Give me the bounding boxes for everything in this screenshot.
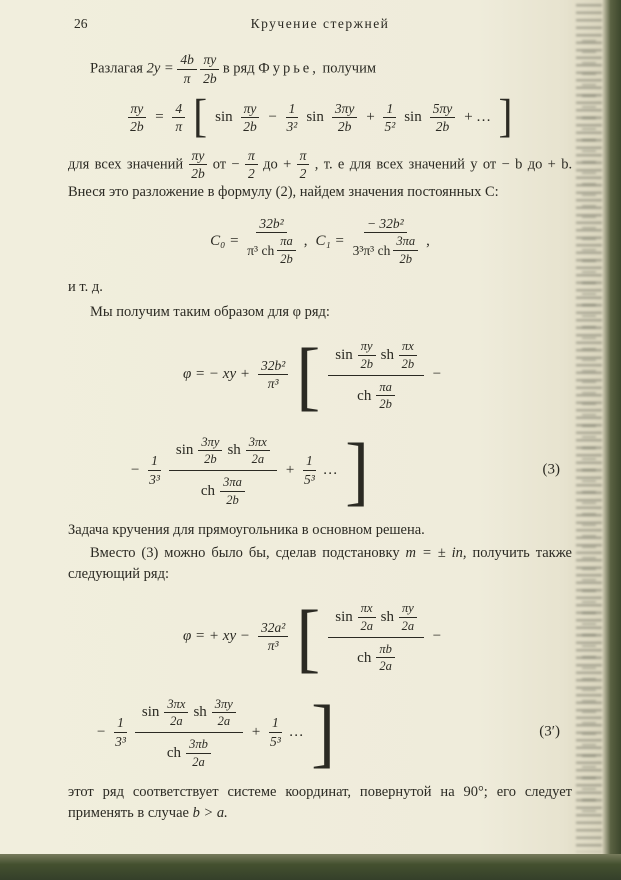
minus-sign: −	[130, 461, 141, 478]
fraction	[245, 148, 258, 182]
fraction-denominator: 2a	[360, 618, 373, 633]
math-term: m = ± in,	[405, 545, 467, 562]
fraction-large	[169, 434, 277, 508]
fraction-numerator: 3πy	[212, 697, 236, 713]
plus-sign: +	[284, 461, 295, 478]
math-function-ch: ch	[357, 649, 372, 666]
running-title: Кручение стержней	[250, 16, 390, 31]
fraction-denominator	[167, 733, 211, 769]
fraction-denominator: 2b	[337, 119, 352, 135]
fraction-numerator: π	[245, 148, 258, 166]
fraction	[212, 697, 236, 729]
fraction	[164, 697, 188, 729]
paragraph-intro	[68, 52, 572, 86]
fraction-denominator: 5³	[303, 471, 315, 487]
math-function-sh: sh	[193, 704, 207, 721]
fraction-numerator: πx	[358, 601, 376, 617]
math-function-sin: sin	[335, 346, 353, 363]
fraction-numerator: π	[297, 148, 310, 166]
fraction-denominator: 2b	[379, 397, 392, 412]
text-run: этот ряд соответствует системе координат, повернутой на 90°; его следует применять в случае	[68, 784, 572, 822]
text-run: получим	[322, 60, 377, 77]
fraction-denominator	[201, 471, 245, 507]
fraction-large	[328, 600, 423, 674]
text-run-spaced: Фурье,	[258, 60, 319, 77]
fraction-numerator: 1	[286, 101, 299, 119]
fraction	[430, 101, 456, 135]
fraction-denominator: 2b	[243, 119, 257, 135]
fraction-large	[135, 696, 243, 770]
fraction-denominator: 2b	[401, 356, 415, 371]
math-function-ch: ch	[357, 387, 372, 404]
ellipsis: + …	[463, 109, 491, 126]
minus-sign: −	[96, 723, 107, 740]
fraction	[358, 339, 376, 371]
fraction-denominator: 2b	[226, 492, 239, 507]
fraction	[241, 101, 260, 135]
fraction-denominator: 2b	[203, 70, 217, 86]
fraction	[383, 101, 396, 135]
equation-constants	[68, 216, 572, 266]
plus-sign: +	[250, 723, 261, 740]
math-function-sh: sh	[227, 442, 241, 459]
comma: ,	[303, 232, 308, 249]
fraction-denominator	[247, 233, 296, 266]
fraction	[128, 101, 147, 135]
fraction-denominator: 5³	[269, 733, 281, 749]
fraction-denominator: 5²	[384, 119, 396, 135]
paragraph-final	[68, 782, 572, 824]
math-term: b > a.	[192, 805, 228, 822]
fraction-denominator: 2a	[251, 452, 265, 467]
fraction	[148, 453, 161, 487]
page-right-edge	[602, 0, 621, 880]
fraction-numerator: 5πy	[430, 101, 456, 119]
fraction-numerator	[328, 338, 423, 376]
fraction-numerator	[328, 600, 423, 638]
fraction-denominator: π	[183, 70, 191, 86]
math-function-ch: 3³π³ ch	[352, 242, 391, 258]
fraction-numerator: 3πx	[246, 435, 270, 451]
fraction	[332, 101, 358, 135]
fraction	[286, 101, 299, 135]
math-function-ch: ch	[200, 483, 216, 500]
equation-3-line-2	[130, 426, 572, 514]
paragraph-substitution	[68, 543, 572, 585]
fraction-numerator: πy	[399, 601, 417, 617]
fraction-numerator: πb	[376, 642, 395, 658]
text-run: до +	[263, 156, 292, 173]
fraction-denominator: 2a	[217, 714, 231, 729]
minus-sign: −	[431, 628, 442, 645]
fraction-denominator: 2b	[280, 251, 293, 266]
fraction	[258, 620, 288, 654]
fraction	[393, 234, 418, 266]
fraction-denominator: 2b	[360, 356, 373, 371]
math-term: φ = + xy −	[183, 628, 250, 645]
fraction-numerator: − 32b²	[364, 216, 407, 234]
fraction-denominator: π³	[267, 376, 279, 392]
fraction	[399, 601, 417, 633]
fraction	[303, 453, 316, 487]
math-term: C₁ =	[315, 232, 345, 249]
math-function-sh: sh	[380, 346, 394, 363]
fraction-denominator: 2a	[401, 618, 415, 633]
fraction-denominator: 2	[299, 166, 307, 182]
equation-3-prime-line-1	[183, 593, 572, 680]
fraction-numerator: 3πb	[186, 737, 211, 753]
fraction-denominator: π³	[267, 638, 279, 654]
fraction-denominator: 3³	[115, 733, 126, 749]
text-run: Вместо (3) можно было бы, сделав подстановку	[90, 545, 400, 562]
fraction	[177, 52, 197, 86]
fraction-numerator: 32b²	[256, 216, 286, 234]
fraction-numerator: πx	[399, 339, 417, 355]
fraction-denominator: 2	[247, 166, 255, 182]
fraction	[353, 216, 419, 266]
equation-number: (3)	[542, 461, 560, 478]
fraction-denominator	[357, 376, 395, 412]
fraction-denominator: 3²	[286, 119, 298, 135]
fraction-numerator: 1	[148, 453, 161, 471]
fraction	[247, 216, 296, 266]
math-function-sh: sh	[380, 608, 394, 625]
fraction-large	[328, 338, 423, 412]
right-bracket: ]	[498, 91, 513, 143]
fraction-denominator: 2a	[192, 754, 205, 769]
fraction-numerator: 32b²	[258, 358, 288, 376]
fraction	[198, 435, 222, 467]
plus-sign: +	[365, 109, 376, 126]
fraction-denominator: π	[175, 119, 183, 135]
text-run: Разлагая	[90, 60, 143, 77]
text-run: в ряд	[222, 60, 255, 77]
fraction-numerator: πa	[277, 234, 296, 250]
fraction-numerator: πa	[376, 380, 395, 396]
fraction-denominator: 2b	[204, 452, 217, 467]
fraction-numerator	[169, 434, 277, 472]
fraction-denominator: 2a	[170, 714, 183, 729]
fraction-denominator: 3³	[149, 471, 160, 487]
fraction-numerator: πy	[358, 339, 376, 355]
fraction	[189, 148, 208, 182]
fraction	[277, 234, 296, 266]
fraction-numerator: 3πa	[393, 234, 418, 250]
math-function-sin: sin	[215, 109, 233, 126]
equation-3-line-1	[183, 331, 572, 418]
page-number: 26	[74, 16, 88, 31]
fraction-denominator: 2b	[191, 166, 205, 182]
math-function-sin: sin	[175, 442, 194, 459]
fraction	[258, 358, 288, 392]
minus-sign: −	[431, 366, 442, 383]
fraction-denominator: 2b	[435, 119, 450, 135]
page-bottom-edge	[0, 854, 621, 880]
paragraph-solved: Задача кручения для прямоугольника в основном решена.	[68, 522, 425, 539]
fraction-numerator: 3πx	[164, 697, 188, 713]
math-function-ch: ch	[166, 745, 182, 762]
fraction	[269, 715, 282, 749]
comma: ,	[426, 232, 430, 249]
math-function-ch: π³ ch	[247, 242, 275, 258]
equation-3-prime-line-2	[96, 688, 572, 776]
fraction-numerator: 1	[114, 715, 127, 733]
fraction	[376, 380, 395, 412]
equation-number: (3′)	[539, 723, 560, 740]
paragraph-range	[68, 148, 572, 203]
left-bracket: [	[296, 331, 321, 418]
fraction-denominator: 2b	[130, 119, 144, 135]
text-run: получить также следующий ряд:	[68, 545, 572, 583]
math-function-sin: sin	[404, 109, 422, 126]
fraction	[376, 642, 395, 674]
page-content	[68, 16, 572, 824]
fraction	[114, 715, 127, 749]
paragraph-phi-series: Мы получим таким образом для φ ряд:	[90, 304, 330, 321]
fraction-numerator	[135, 696, 243, 734]
fraction	[246, 435, 270, 467]
math-term: C₀ =	[210, 232, 240, 249]
fraction-numerator: πy	[189, 148, 208, 166]
right-bracket: ]	[311, 688, 336, 776]
page-bleed-through-2	[582, 40, 596, 820]
math-function-sin: sin	[141, 704, 160, 721]
fraction-numerator: 1	[383, 101, 396, 119]
fraction	[399, 339, 417, 371]
fraction-numerator: 3πy	[332, 101, 358, 119]
equation-fourier-series	[68, 91, 572, 143]
text-run: для всех значений	[68, 156, 184, 173]
math-function-sin: sin	[335, 608, 353, 625]
left-bracket: [	[296, 593, 321, 680]
fraction-numerator: 1	[269, 715, 282, 733]
fraction-numerator: πy	[128, 101, 147, 119]
fraction-denominator	[353, 233, 419, 266]
math-term: 2y =	[146, 60, 174, 77]
right-bracket: ]	[345, 426, 370, 514]
equals-sign: =	[154, 109, 165, 126]
math-function-sin: sin	[306, 109, 324, 126]
fraction-numerator: 4b	[177, 52, 197, 70]
equation-3	[68, 331, 572, 514]
fraction	[358, 601, 376, 633]
text-run: от −	[212, 156, 240, 173]
fraction	[172, 101, 185, 135]
left-bracket: [	[193, 91, 208, 143]
page-header	[68, 16, 572, 34]
minus-sign: −	[267, 109, 278, 126]
fraction-numerator: 3πy	[198, 435, 222, 451]
fraction-denominator: 2b	[399, 251, 412, 266]
fraction-numerator: 1	[303, 453, 316, 471]
fraction-numerator: 3πa	[220, 475, 245, 491]
fraction	[186, 737, 211, 769]
ellipsis: …	[323, 461, 338, 478]
paragraph-etc: и т. д.	[68, 279, 103, 296]
ellipsis: …	[289, 723, 304, 740]
fraction-numerator: 32a²	[258, 620, 288, 638]
text-run: , т. е для всех значений y от − b до + b. Внеся это разложение в формулу (2), найдем значения постоянных C:	[68, 156, 573, 200]
fraction	[200, 52, 219, 86]
fraction-numerator: πy	[241, 101, 260, 119]
fraction	[297, 148, 310, 182]
fraction-numerator: πy	[200, 52, 219, 70]
math-term: φ = − xy +	[183, 366, 250, 383]
equation-3-prime	[68, 593, 572, 776]
fraction	[220, 475, 245, 507]
fraction-denominator: 2a	[379, 659, 392, 674]
fraction-denominator	[357, 638, 395, 674]
fraction-numerator: 4	[172, 101, 185, 119]
